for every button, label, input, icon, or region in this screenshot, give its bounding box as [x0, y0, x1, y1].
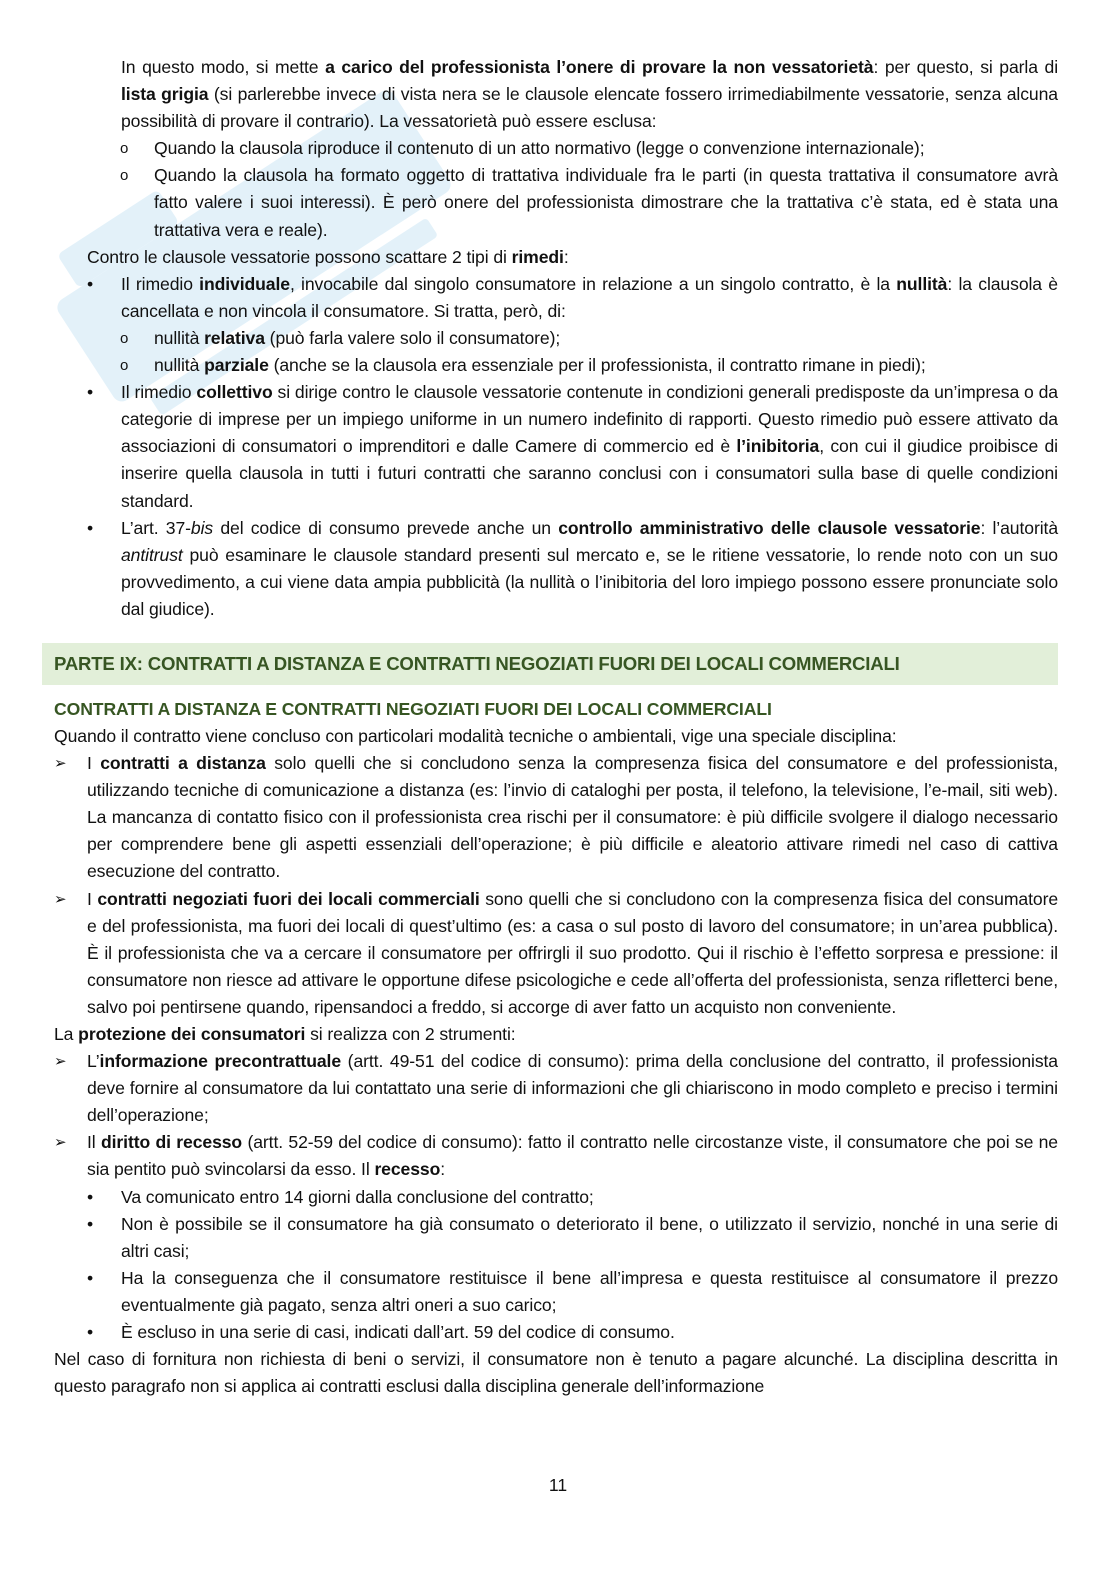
list-item: • Va comunicato entro 14 giorni dalla conclusione del contratto;: [54, 1184, 1058, 1211]
list-item-distance-contracts: ➢ I contratti a distanza solo quelli che si concludono senza la compresenza fisica del consumatore e del professionista, utilizzando tecniche di comunicazione a distanza (es: l’invio di cataloghi per posta, il telefono, la televisione, l’e-mail, siti web). La mancanza di contatto fisico con il professionista crea rischi per il consumatore: è più difficile svolgere il dialogo necessario per comprendere bene gli aspetti essenziali dell’operazione; è più difficile e aleatorio attivare rimedi nel caso di cattiva esecuzione del contratto.: [54, 750, 1058, 885]
bullet-icon: •: [87, 1267, 94, 1288]
circle-bullet-icon: o: [120, 357, 129, 375]
list-item: o nullità relativa (può farla valere solo il consumatore);: [54, 325, 1058, 352]
circle-bullet-icon: o: [120, 140, 129, 158]
remedies-list: [54, 271, 1058, 325]
special-rules-intro: Quando il contratto viene concluso con particolari modalità tecniche o ambientali, vige una speciale disciplina:: [54, 725, 897, 746]
list-item-remedy-collective: • Il rimedio collettivo si dirige contro le clausole vessatorie contenute in condizioni generali predisposte da un’impresa o da categorie di imprese per un impiego uniforme in un numero indefinito di rapporti. Questo rimedio può essere attivato da associazioni di consumatori o imprenditori e dalle Camere di commercio ed è l’inibitoria, con cui il giudice proibisce di inserire quella clausola in tutti i futuri contratti che saranno conclusi con i consumatori sulla base di quelle condizioni standard.: [54, 379, 1058, 514]
list-item-admin-control: • L’art. 37-bis del codice di consumo prevede anche un controllo amministrativo delle clausole vessatorie: l’autorità antitrust può esaminare le clausole standard presenti sul mercato e, se le ritiene vessatorie, lo rende noto con un suo provvedimento, a cui viene data ampia pubblicità (la nullità o l’inibitoria del loro impiego possono essere pronunciate solo dal giudice).: [54, 515, 1058, 623]
list-item: • È escluso in una serie di casi, indicati dall’art. 59 del codice di consumo.: [54, 1319, 1058, 1346]
exclusion-list: [54, 135, 1058, 243]
list-item: o Quando la clausola riproduce il contenuto di un atto normativo (legge o convenzione internazionale);: [54, 135, 1058, 162]
contract-types-list: [54, 750, 1058, 1021]
arrow-bullet-icon: ➢: [54, 890, 67, 908]
list-item-precontractual-info: ➢ L’informazione precontrattuale (artt. 49-51 del codice di consumo): prima della conclusione del contratto, il professionista deve fornire al consumatore da lui contattato una serie di informazioni che gli chiariscono in modo completo e preciso i termini dell’operazione;: [54, 1048, 1058, 1129]
protection-intro: La protezione dei consumatori si realizza con 2 strumenti:: [54, 1024, 516, 1044]
bullet-icon: •: [87, 1186, 94, 1207]
circle-bullet-icon: o: [120, 329, 129, 347]
protection-tools-list: [54, 1048, 1058, 1183]
arrow-bullet-icon: ➢: [54, 1134, 67, 1152]
page-content: [54, 54, 1058, 1400]
bullet-icon: •: [87, 1213, 94, 1234]
remedies-intro: Contro le clausole vessatorie possono scattare 2 tipi di rimedi:: [87, 246, 569, 267]
circle-bullet-icon: o: [120, 167, 129, 185]
bullet-icon: •: [87, 517, 94, 538]
section-title-bar: PARTE IX: CONTRATTI A DISTANZA E CONTRATTI NEGOZIATI FUORI DEI LOCALI COMMERCIALI: [42, 643, 1058, 685]
list-item-withdrawal-right: ➢ Il diritto di recesso (artt. 52-59 del codice di consumo): fatto il contratto nelle circostanze viste, il consumatore che poi se ne sia pentito può svincolarsi da esso. Il recesso:: [54, 1129, 1058, 1183]
bullet-icon: •: [87, 273, 94, 294]
arrow-bullet-icon: ➢: [54, 755, 67, 773]
subheading: CONTRATTI A DISTANZA E CONTRATTI NEGOZIATI FUORI DEI LOCALI COMMERCIALI: [54, 698, 772, 719]
list-item: • Ha la conseguenza che il consumatore restituisce il bene all’impresa e questa restituisce al consumatore il prezzo eventualmente già pagato, senza altri oneri a suo carico;: [54, 1265, 1058, 1319]
list-item: o Quando la clausola ha formato oggetto di trattativa individuale fra le parti (in questa trattativa il consumatore avrà fatto valere i suoi interessi). È però onere del professionista dimostrare che la trattativa c’è stata, ed è stata una trattativa vera e reale).: [54, 162, 1058, 243]
list-item-offpremises-contracts: ➢ I contratti negoziati fuori dei locali commerciali sono quelli che si concludono con la compresenza fisica del consumatore e del professionista, ma fuori dei locali di quest’ultimo (es: a casa o sul posto di lavoro del consumatore; in un’area pubblica). È il professionista che va a cercare il consumatore per offrirgli il suo prodotto. Qui il rischio è l’effetto sorpresa e pressione: il consumatore non riesce ad attivare le opportune difese psicologiche e cede all’offerta del professionista, senza rifletterci bene, salvo poi pentirsene quando, ripensandoci a freddo, si accorge di aver fatto un acquisto non conveniente.: [54, 886, 1058, 1021]
withdrawal-list: [54, 1184, 1058, 1347]
bullet-icon: •: [87, 382, 94, 403]
list-item-remedy-individual: • Il rimedio individuale, invocabile dal singolo consumatore in relazione a un singolo contratto, è la nullità: la clausola è cancellata e non vincola il consumatore. Si tratta, però, di:: [54, 271, 1058, 325]
arrow-bullet-icon: ➢: [54, 1053, 67, 1071]
bullet-icon: •: [87, 1322, 94, 1343]
nullity-list: [54, 325, 1058, 379]
remedies-list-continued: [54, 379, 1058, 623]
page-number: 11: [548, 1475, 568, 1495]
closing-paragraph: Nel caso di fornitura non richiesta di beni o servizi, il consumatore non è tenuto a pagare alcunché. La disciplina descritta in questo paragrafo non si applica ai contratti esclusi dalla disciplina generale dell’informazione: [54, 1349, 1058, 1397]
intro-paragraph: In questo modo, si mette a carico del professionista l’onere di provare la non vessatorietà: per questo, si parla di lista grigia (si parlerebbe invece di vista nera se le clausole elencate fossero irrimediabilmente vessatorie, senza alcuna possibilità di provare il contrario). La vessatorietà può essere esclusa:: [121, 57, 1058, 132]
list-item: o nullità parziale (anche se la clausola era essenziale per il professionista, il contratto rimane in piedi);: [54, 352, 1058, 379]
list-item: • Non è possibile se il consumatore ha già consumato o deteriorato il bene, o utilizzato il servizio, nonché in una serie di altri casi;: [54, 1211, 1058, 1265]
